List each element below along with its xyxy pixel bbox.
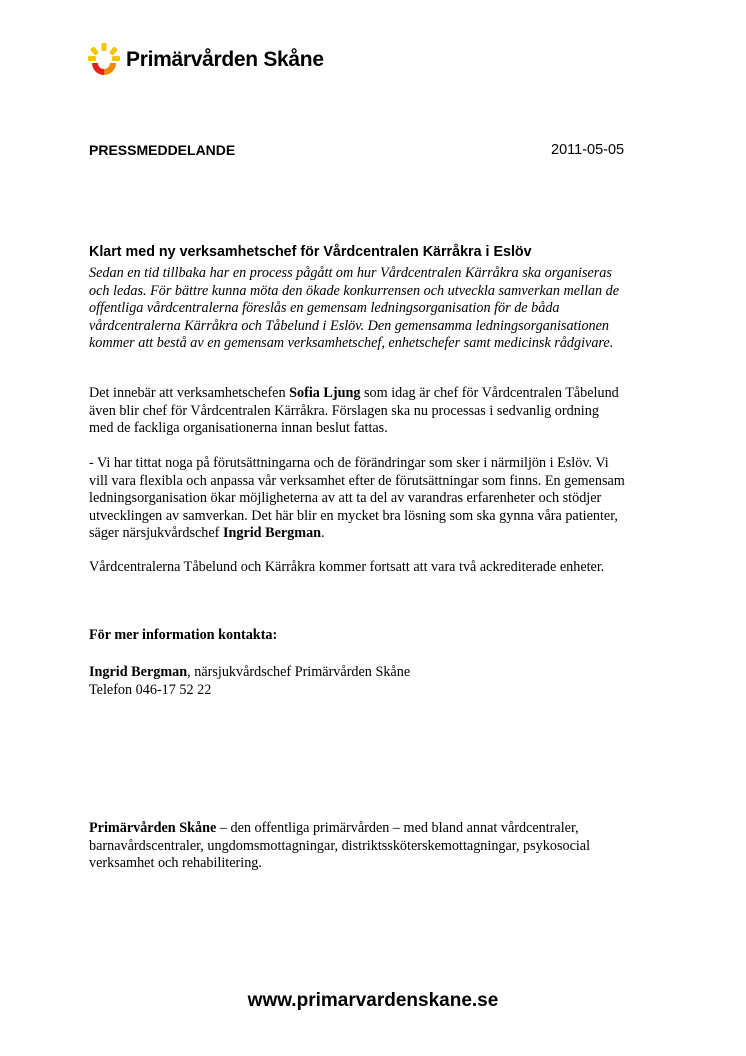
contact-name: Ingrid Bergman xyxy=(89,664,188,680)
website-url[interactable]: www.primarvardenskane.se xyxy=(247,990,499,1011)
intro-line: kommer att bestå av en gemensam verksamhetschef, enhetschefer samt medicinsk rådgivare. xyxy=(89,335,614,351)
paragraph-line: ledningsorganisation ökar möjligheterna av att ta del av varandras erfarenheter och stödjer xyxy=(89,490,602,506)
headline: Klart med ny verksamhetschef för Vårdcentralen Kärråkra i Eslöv xyxy=(89,244,532,260)
body-paragraph-2 xyxy=(89,455,669,543)
intro-line: vårdcentralerna Kärråkra och Tåbelund i Eslöv. Den gemensamma ledningsorganisationen xyxy=(89,317,610,334)
paragraph-line: Det innebär att verksamhetschefen Sofia Ljung som idag är chef för Vårdcentralen Tåbelund xyxy=(89,385,619,401)
brand-logo xyxy=(88,42,324,78)
contact-name-line: Ingrid Bergman, närsjukvårdschef Primärvården Skåne xyxy=(89,664,411,680)
body-paragraph-1 xyxy=(89,385,669,438)
intro-line: offentliga vårdcentralerna föreslås en gemensam ledningsorganisation för de båda xyxy=(89,300,560,316)
paragraph-line: säger närsjukvårdschef Ingrid Bergman. xyxy=(89,525,325,541)
paragraph-line: vill vara flexibla och anpassa vår verksamhet efter de förutsättningar som finns. En gemensam xyxy=(89,472,625,489)
paragraph-line: barnavårdscentraler, ungdomsmottagningar, distriktssköterskemottagningar, psykosocial xyxy=(89,837,591,854)
contact-phone: Telefon 046-17 52 22 xyxy=(89,681,212,698)
brand-name: Primärvården Skåne xyxy=(126,48,324,71)
person-name: Sofia Ljung xyxy=(289,385,361,401)
paragraph-line: - Vi har tittat noga på förutsättningarna och de förändringar som sker i närmiljön i Eslöv. Vi xyxy=(89,455,609,471)
paragraph-line: utvecklingen av samverkan. Det här blir en mycket bra lösning som ska gynna våra patienter, xyxy=(89,507,618,524)
about-paragraph xyxy=(89,820,669,873)
document-date: 2011-05-05 xyxy=(551,142,625,158)
paragraph-line: verksamhet och rehabilitering. xyxy=(89,855,262,871)
about-org-name: Primärvården Skåne xyxy=(89,820,217,836)
sun-logo-icon xyxy=(88,43,120,77)
body-paragraph-3 xyxy=(89,559,669,577)
paragraph-line: Primärvården Skåne – den offentliga primärvården – med bland annat vårdcentraler, xyxy=(89,820,579,836)
intro-line: Sedan en tid tillbaka har en process pågått om hur Vårdcentralen Kärråkra ska organiseras xyxy=(89,265,612,281)
paragraph-line: med de fackliga organisationerna innan beslut fattas. xyxy=(89,420,388,436)
contact-block xyxy=(89,664,669,699)
intro-line: och ledas. För bättre kunna möta den ökade konkurrensen och utveckla samverkan mellan de xyxy=(89,282,620,299)
person-name: Ingrid Bergman xyxy=(222,525,322,541)
contact-heading: För mer information kontakta: xyxy=(89,627,278,643)
document-type-label: PRESSMEDDELANDE xyxy=(89,142,236,158)
intro-paragraph xyxy=(89,265,669,353)
paragraph-line: Vårdcentralerna Tåbelund och Kärråkra kommer fortsatt att vara två ackrediterade enheter. xyxy=(89,559,605,575)
paragraph-line: även blir chef för Vårdcentralen Kärråkra. Förslagen ska nu processas i sedvanlig ordning xyxy=(89,402,599,419)
